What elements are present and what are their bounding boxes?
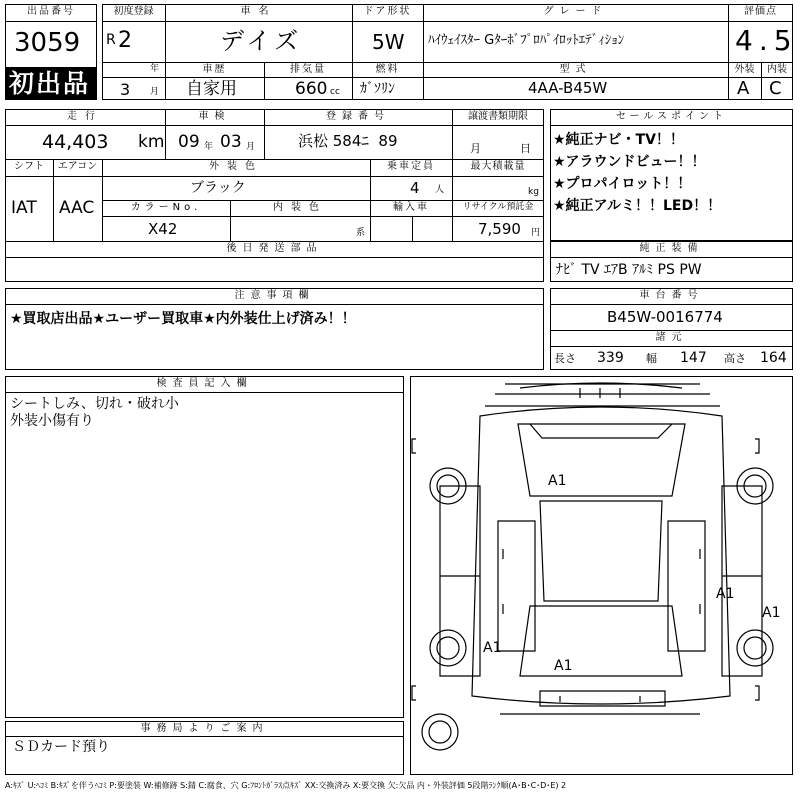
inspection-month-unit: 月 bbox=[246, 142, 256, 152]
capacity: 4 bbox=[410, 179, 420, 197]
color: ブラック bbox=[190, 180, 246, 196]
chassis-number: B45W-0016774 bbox=[607, 308, 723, 326]
height-label: 高さ bbox=[724, 352, 746, 365]
load-label: 最大積載量 bbox=[470, 161, 526, 172]
displacement-label: 排気量 bbox=[290, 64, 326, 75]
equipment-label: 純正装備 bbox=[639, 243, 704, 254]
plate: 浜松 584ﾆ 89 bbox=[298, 132, 398, 150]
inspection-month: 03 bbox=[220, 132, 242, 152]
legend: A:ｷｽﾞ U:ﾍｺﾐ B:ｷｽﾞを伴うﾍｺﾐ P:要塗装 W:補修跡 S:錆 C:腐食、穴 G:ﾌﾛﾝﾄｶﾞﾗｽ点ｷｽﾞ XX:交換済み X:要交換 欠:欠品 内・外装評価 5段階ﾗﾝｸ順(A･B･C･D･E) 2 bbox=[5, 781, 567, 790]
reg-year-unit: 年 bbox=[150, 64, 160, 74]
car-name: デイズ bbox=[220, 27, 303, 55]
damage-mark-5: A1 bbox=[554, 658, 573, 674]
car-name-label: 車名 bbox=[240, 6, 277, 17]
grade: ﾊｲｳｪｲｽﾀｰ Gﾀｰﾎﾞﾌﾟﾛﾊﾟｲﾛｯﾄｴﾃﾞｨｼｮﾝ bbox=[428, 33, 625, 48]
chassis-label: 車台番号 bbox=[639, 290, 704, 301]
capacity-unit: 人 bbox=[435, 185, 445, 195]
width-label: 幅 bbox=[646, 352, 657, 365]
damage-mark-3: A1 bbox=[762, 605, 781, 621]
damage-mark-1: A1 bbox=[548, 473, 567, 489]
reg-month-unit: 月 bbox=[150, 87, 160, 97]
length-label: 長さ bbox=[554, 352, 576, 365]
displacement-unit: cc bbox=[330, 87, 340, 97]
sales-line-3: ★プロパイロット！！ bbox=[553, 176, 692, 192]
transfer-label: 譲渡書類期限 bbox=[468, 111, 528, 122]
width: 147 bbox=[680, 350, 707, 366]
specs-label: 諸元 bbox=[655, 332, 688, 343]
recycle: 7,590 bbox=[478, 220, 521, 238]
later-parts-label: 後日発送部品 bbox=[226, 243, 323, 254]
inspector-line-2: 外装小傷有り bbox=[10, 413, 94, 429]
transfer-month-unit: 月 bbox=[470, 142, 481, 155]
inspector-line-1: シートしみ、切れ・破れ小 bbox=[10, 396, 179, 412]
reg-year: 2 bbox=[118, 28, 132, 53]
damage-mark-4: A1 bbox=[483, 640, 502, 656]
length: 339 bbox=[597, 350, 624, 366]
ac-label: エアコン bbox=[57, 161, 98, 172]
office-label: 事務局よりご案内 bbox=[140, 723, 269, 734]
ext-label: 外装 bbox=[734, 64, 755, 75]
notes: ★買取店出品★ユーザー買取車★内外装仕上げ済み！！ bbox=[10, 311, 356, 327]
recycle-unit: 円 bbox=[531, 228, 541, 238]
inspection-year: 09 bbox=[178, 132, 200, 152]
notes-label: 注意事項欄 bbox=[234, 290, 315, 301]
history-label: 車歴 bbox=[202, 64, 227, 75]
ext-grade: A bbox=[737, 78, 750, 99]
damage-mark-2: A1 bbox=[716, 586, 735, 602]
import-label: 輸入車 bbox=[393, 202, 429, 213]
fuel: ｶﾞｿﾘﾝ bbox=[360, 81, 395, 97]
color-label: 外装色 bbox=[209, 161, 263, 172]
int-color-label: 内装色 bbox=[273, 202, 327, 213]
grade-label: グレード bbox=[543, 6, 608, 17]
sales-line-4: ★純正アルミ！！LED！！ bbox=[553, 198, 722, 214]
mileage-label: 走行 bbox=[67, 111, 103, 122]
equipment: ﾅﾋﾞ TV ｴｱB ｱﾙﾐ PS PW bbox=[556, 262, 702, 278]
shift: IAT bbox=[11, 198, 37, 218]
lot-label: 出品番号 bbox=[27, 6, 75, 17]
lot-number: 3059 bbox=[14, 28, 81, 58]
model-label: 型式 bbox=[559, 64, 592, 75]
capacity-label: 乗車定員 bbox=[387, 161, 435, 172]
sales-box bbox=[550, 109, 793, 241]
int-label: 内装 bbox=[767, 64, 787, 75]
score: 4.5 bbox=[735, 24, 798, 57]
door-type: 5W bbox=[372, 30, 405, 54]
mileage-unit: km bbox=[138, 132, 165, 152]
height: 164 bbox=[760, 350, 787, 366]
displacement: 660 bbox=[295, 79, 328, 99]
int-color-unit: 系 bbox=[356, 228, 366, 238]
fuel-label: 燃料 bbox=[375, 64, 400, 75]
inspector-label: 検査員記入欄 bbox=[156, 378, 253, 389]
mileage: 44,403 bbox=[42, 131, 109, 153]
sales-line-1: ★純正ナビ・TV！！ bbox=[553, 132, 684, 148]
color-no-label: カラーNo. bbox=[130, 202, 202, 213]
int-grade: C bbox=[769, 78, 782, 99]
model: 4AA-B45W bbox=[528, 79, 608, 97]
door-label: ドア形状 bbox=[363, 6, 412, 17]
ac: AAC bbox=[59, 198, 95, 218]
shift-label: シフト bbox=[14, 161, 44, 172]
car-damage-diagram bbox=[410, 376, 793, 775]
office-note: ＳＤカード預り bbox=[12, 739, 110, 755]
load-unit: kg bbox=[528, 187, 539, 197]
plate-label: 登録番号 bbox=[326, 111, 390, 122]
reg-month: 3 bbox=[120, 80, 131, 99]
inspection-label: 車検 bbox=[198, 111, 231, 122]
recycle-label: リサイクル預託金 bbox=[462, 202, 534, 212]
first-listing-badge: 初出品 bbox=[5, 67, 97, 100]
sales-line-2: ★アラウンドビュー！！ bbox=[553, 154, 706, 170]
score-label: 評価点 bbox=[744, 6, 777, 17]
reg-era: R bbox=[106, 32, 116, 48]
reg-label: 初度登録 bbox=[113, 6, 154, 17]
inspection-year-unit: 年 bbox=[204, 142, 214, 152]
sales-label: セールスポイント bbox=[615, 111, 728, 122]
color-no: X42 bbox=[148, 220, 178, 238]
history: 自家用 bbox=[186, 79, 237, 99]
transfer-day-unit: 日 bbox=[520, 142, 531, 155]
